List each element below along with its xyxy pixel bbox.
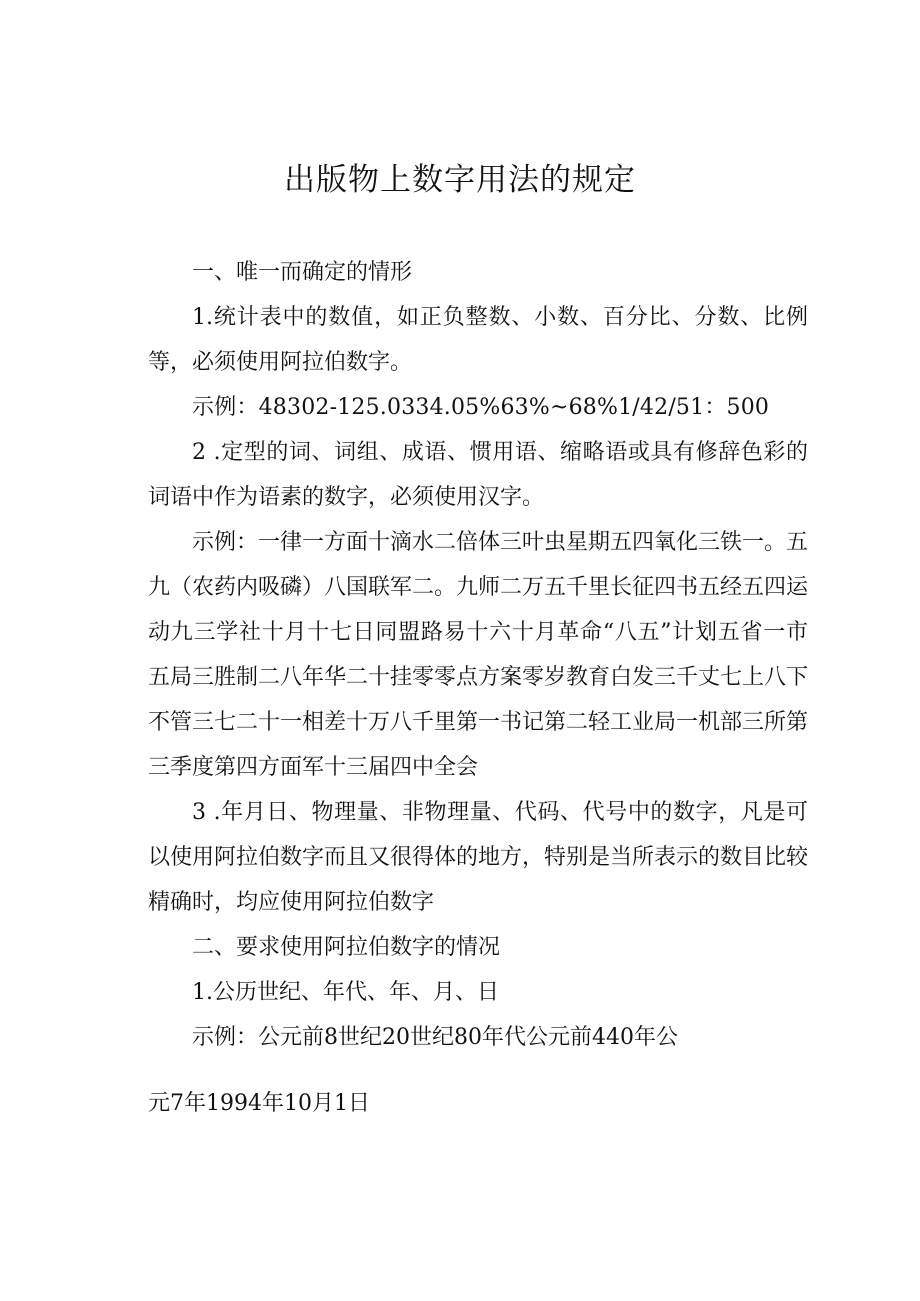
example-1: 示例：48302-125.0334.05%63%~68%1/42/51：500 — [192, 395, 770, 420]
paragraph-3: 3 .年月日、物理量、非物理量、代码、代号中的数字，凡是可以使用阿拉伯数字而且又很得体的地方，特别是当所表示的数目比较精确时，均应使用阿拉伯数字 — [148, 800, 809, 915]
section-heading-2: 二、要求使用阿拉伯数字的情况 — [192, 935, 501, 960]
document-title: 出版物上数字用法的规定 — [284, 162, 636, 198]
section-heading-1: 一、唯一而确定的情形 — [192, 260, 413, 285]
example-2: 示例：一律一方面十滴水二倍体三叶虫星期五四氧化三铁一。五九（农药内吸磷）八国联军二。九师二万五千里长征四书五经五四运动九三学社十月十七日同盟路易十六十月革命“八五”计划五省一市五局三胜制二八年华二十挂零零点方案零岁教育白发三千丈七上八下不管三七二十一相差十万八千里第一书记第二轻工业局一机部三所第三季度第四方面军十三届四中全会 — [148, 530, 809, 780]
paragraph-2: 2 .定型的词、词组、成语、惯用语、缩略语或具有修辞色彩的词语中作为语素的数字，必须使用汉字。 — [148, 440, 808, 510]
paragraph-4: 1.公历世纪、年代、年、月、日 — [192, 980, 499, 1005]
trailing-line: 元7年1994年10月1日 — [148, 1091, 370, 1116]
document-body — [148, 250, 808, 1126]
paragraph-gap — [148, 1060, 808, 1081]
example-3: 示例：公元前8世纪20世纪80年代公元前440年公 — [192, 1025, 678, 1050]
paragraph-1: 1.统计表中的数值，如正负整数、小数、百分比、分数、比例等，必须使用阿拉伯数字。 — [148, 305, 808, 375]
